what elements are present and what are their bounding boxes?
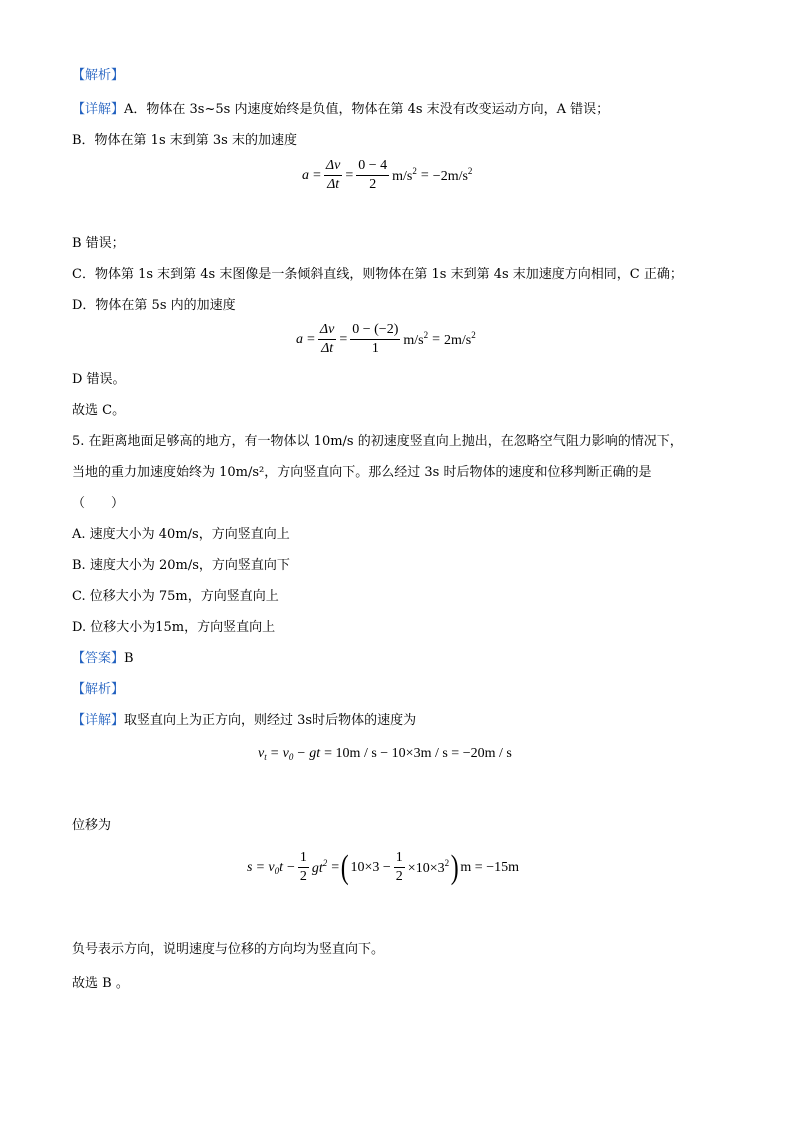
answer-value: B xyxy=(124,651,134,666)
analysis-tag-1: 【解析】 xyxy=(72,68,125,83)
formula-acceleration-d: a = $\frac{\Delta v}{\Delta t}$ = $\frac{0 - (-2)}{1}$ $m/s^2$ = $2m/s^2$ xyxy=(296,322,476,356)
f2-result: $2m/s^2$ xyxy=(444,330,476,348)
f2-lhs: a xyxy=(296,331,303,347)
q5-detail-text: 取竖直向上为正方向，则经过 3s时后物体的速度为 xyxy=(124,713,417,728)
q5-stem-line1: 5. 在距离地面足够高的地方，有一物体以 10m/s 的初速度竖直向上抛出，在忽略空气阻力影响的情况下， xyxy=(72,434,683,449)
q5-option-a: A. 速度大小为 40m/s，方向竖直向上 xyxy=(72,527,290,542)
displacement-label: 位移为 xyxy=(72,818,112,833)
analysis-tag-2: 【解析】 xyxy=(72,682,125,697)
f1-frac-values xyxy=(356,158,389,193)
f1-unit: $m/s^2$ xyxy=(392,166,417,184)
q5-detail-line xyxy=(72,712,416,730)
formula-acceleration-b: a = $\frac{\Delta v}{\Delta t}$ = $\frac{0 - 4}{2}$ $m/s^2$ = $-2m/s^2$ xyxy=(302,158,473,192)
choose-b: 故选 B 。 xyxy=(72,976,129,991)
option-c-analysis: C．物体第 1s 末到第 4s 末图像是一条倾斜直线，则物体在第 1s 末到第 4s 末加速度方向相同，C 正确； xyxy=(72,267,683,282)
f4-half-1: $\frac{1}{2}$ xyxy=(299,850,307,884)
q5-option-d: D. 位移大小为15m，方向竖直向上 xyxy=(72,620,276,635)
f2-frac-values xyxy=(350,322,400,357)
f2-unit: $m/s^2$ xyxy=(403,330,429,348)
f4-tail: m = −15m xyxy=(460,859,519,875)
b-wrong: B 错误； xyxy=(72,236,125,251)
q5-option-b: B. 速度大小为 20m/s，方向竖直向下 xyxy=(72,558,290,573)
q5-conclusion: 负号表示方向，说明速度与位移的方向均为竖直向下。 xyxy=(72,942,385,957)
f2-frac1-num: Δv xyxy=(318,322,336,340)
f3-gt: gt xyxy=(309,746,321,761)
detail-tag-1: 【详解】 xyxy=(72,102,125,117)
option-b-analysis: B．物体在第 1s 末到第 3s 末的加速度 xyxy=(72,133,297,148)
f1-frac1-den: Δt xyxy=(327,177,340,192)
f2-frac-delta xyxy=(318,322,336,357)
f1-frac2-den: 2 xyxy=(369,177,377,192)
option-d-analysis: D．物体在第 5s 内的加速度 xyxy=(72,298,236,313)
d-wrong: D 错误。 xyxy=(72,372,126,387)
option-a-analysis: A．物体在 3s~5s 内速度始终是负值，物体在第 4s 末没有改变运动方向，A 错误； xyxy=(124,102,610,117)
answer-tag: 【答案】 xyxy=(72,651,125,666)
f1-frac2-num: 0 − 4 xyxy=(356,158,389,176)
formula-velocity: $v_t$ = $v_0$ − gt = 10m / s − 10×3m / s = −20m / s xyxy=(258,746,512,762)
q5-answer-line xyxy=(72,650,134,668)
f3-vt: $v_t$ xyxy=(258,746,267,762)
q5-blank: （ ） xyxy=(72,496,125,511)
detail-line-a xyxy=(72,101,609,119)
f1-lhs: a xyxy=(302,167,309,183)
f2-frac2-num: 0 − (−2) xyxy=(350,322,400,340)
q5-stem-line2: 当地的重力加速度始终为 10m/s²，方向竖直向下。那么经过 3s 时后物体的速度和位移判断正确的是 xyxy=(72,465,652,480)
f2-frac1-den: Δt xyxy=(321,341,334,356)
f4-inner-a: 10×3 − xyxy=(350,859,391,875)
f1-frac-delta xyxy=(324,158,342,193)
f1-result: $-2m/s^2$ xyxy=(432,166,473,184)
f4-inner-b: $\times 10\times 3^2$ xyxy=(407,858,450,876)
choose-c: 故选 C。 xyxy=(72,403,126,418)
formula-displacement: s = $v_0t$ − $\frac{1}{2}$ $gt^2$ = ( 10×3 − $\frac{1}{2}$ $\times 10\times 3^2$ ) m = −15m xyxy=(247,848,519,886)
f3-rhs: = 10m / s − 10×3m / s = −20m / s xyxy=(324,746,512,761)
detail-tag-2: 【详解】 xyxy=(72,713,125,728)
f2-frac2-den: 1 xyxy=(371,341,379,356)
q5-option-c: C. 位移大小为 75m，方向竖直向上 xyxy=(72,589,279,604)
f1-frac1-num: Δv xyxy=(324,158,342,176)
f4-half-2: $\frac{1}{2}$ xyxy=(395,850,403,884)
f3-v0: $v_0$ xyxy=(282,746,294,762)
